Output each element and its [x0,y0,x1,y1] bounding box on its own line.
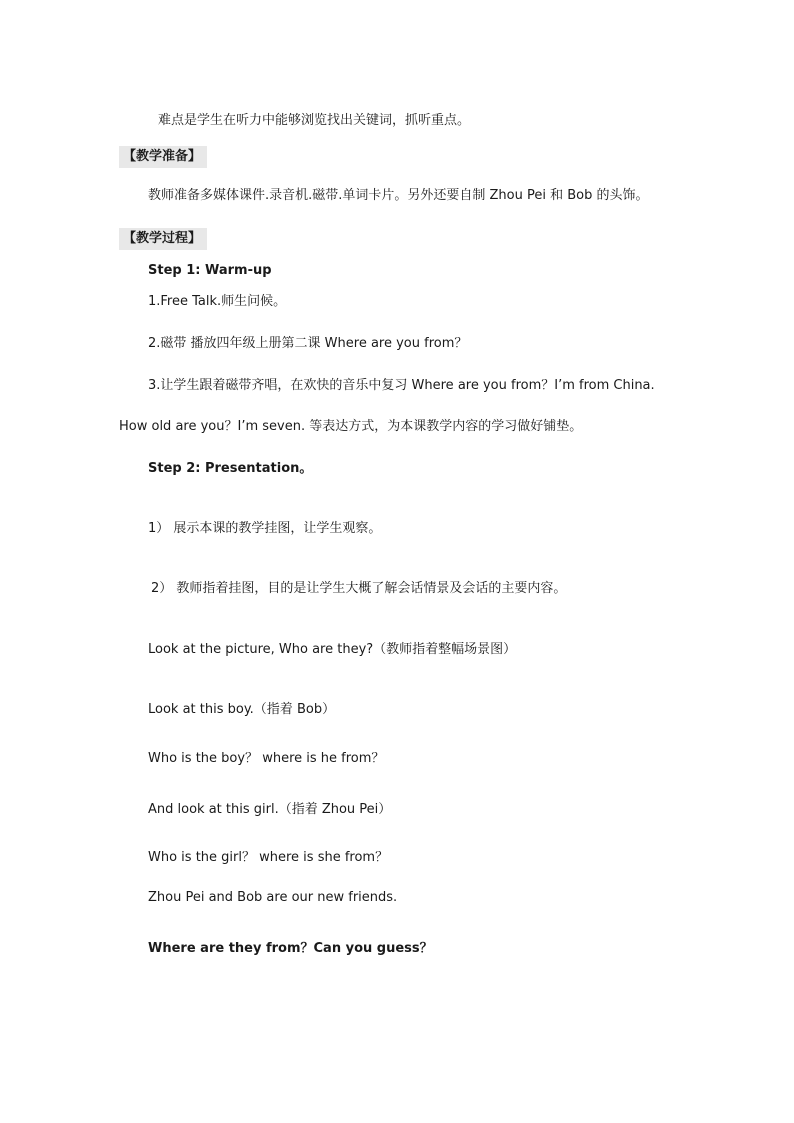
step1-item: 3.让学生跟着磁带齐唱，在欢快的音乐中复习 Where are you from？I’m from China. [148,378,655,393]
step2-item: 1） 展示本课的教学挂图，让学生观察。 [148,521,382,536]
step2-title: Step 2: Presentation。 [148,461,313,476]
step2-item: And look at this girl.（指着 Zhou Pei） [148,802,392,817]
prep-text: 教师准备多媒体课件.录音机.磁带.单词卡片。另外还要自制 Zhou Pei 和 Bob 的头饰。 [148,188,649,203]
step2-item: Who is the boy？ where is he from？ [148,751,385,766]
step2-item: Look at the picture, Who are they?（教师指着整幅场景图） [148,642,517,657]
step1-item-continued: How old are you？I’m seven. 等表达方式，为本课教学内容的学习做好铺垫。 [119,419,583,434]
step2-item: 2） 教师指着挂图，目的是让学生大概了解会话情景及会话的主要内容。 [151,581,567,596]
closing-question: Where are they from？Can you guess？ [148,941,433,956]
step2-item: Look at this boy.（指着 Bob） [148,702,336,717]
step1-title: Step 1: Warm-up [148,263,272,278]
step1-item: 2.磁带 播放四年级上册第二课 Where are you from？ [148,336,468,351]
prep-heading: 【教学准备】 [119,146,207,168]
step2-item: Who is the girl？ where is she from？ [148,850,389,865]
process-heading: 【教学过程】 [119,228,207,250]
step1-item: 1.Free Talk.师生问候。 [148,294,287,309]
difficulty-text: 难点是学生在听力中能够浏览找出关键词，抓听重点。 [158,113,471,128]
step2-item: Zhou Pei and Bob are our new friends. [148,890,398,905]
